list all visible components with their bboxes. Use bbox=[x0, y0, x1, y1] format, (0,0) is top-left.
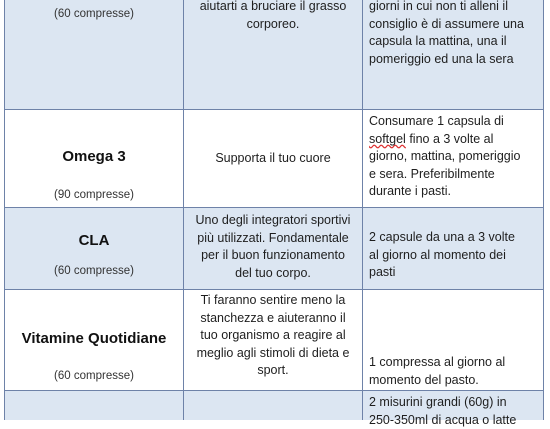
product-description: Uno degli integratori sportivi più utilizzati. Fondamentale per il buon funzionamento del tuo corpo. bbox=[195, 213, 351, 280]
product-dosage: Consumare 1 capsula di softgel fino a 3 volte al giorno, mattina, pomeriggio e sera. Preferibilmente durante i pasti. bbox=[369, 114, 521, 198]
product-dosage: 1 compressa al giorno al momento del pasto. bbox=[369, 355, 506, 387]
row-divider bbox=[4, 207, 544, 208]
product-quantity: (90 compresse) bbox=[54, 189, 134, 201]
product-quantity: (60 compresse) bbox=[54, 8, 134, 20]
product-name: Vitamine Quotidiane bbox=[21, 330, 167, 347]
product-quantity: (60 compresse) bbox=[54, 370, 134, 382]
product-dosage: giorni in cui non ti alleni il consiglio è di assumere una capsula la mattina, una il pomeriggio ed una la sera bbox=[369, 0, 524, 66]
product-description: Supporta il tuo cuore bbox=[215, 151, 331, 165]
product-name: CLA bbox=[78, 232, 110, 249]
table-border-left bbox=[4, 0, 5, 420]
row-divider bbox=[4, 289, 544, 290]
product-description: aiutarti a bruciare il grasso corporeo. bbox=[199, 0, 347, 31]
product-dosage: 2 capsule da una a 3 volte al giorno al momento dei pasti bbox=[369, 230, 515, 279]
product-name-cell bbox=[5, 330, 183, 347]
table-divider-col2 bbox=[362, 0, 363, 420]
table-border-right bbox=[543, 0, 544, 420]
product-quantity: (60 compresse) bbox=[54, 265, 134, 277]
spellcheck-underlined-word: softgel bbox=[369, 131, 406, 146]
product-name-cell bbox=[5, 148, 183, 165]
table-divider-col1 bbox=[183, 0, 184, 420]
row-divider bbox=[4, 390, 544, 391]
product-description: Ti faranno sentire meno la stanchezza e aiuteranno il tuo organismo a reagire al meglio agli stimoli di dieta e sport. bbox=[196, 293, 350, 377]
product-name-cell bbox=[5, 232, 183, 249]
row-divider bbox=[4, 109, 544, 110]
product-name: Omega 3 bbox=[62, 148, 126, 165]
product-dosage: 2 misurini grandi (60g) in 250-350ml di acqua o latte bbox=[369, 395, 517, 427]
